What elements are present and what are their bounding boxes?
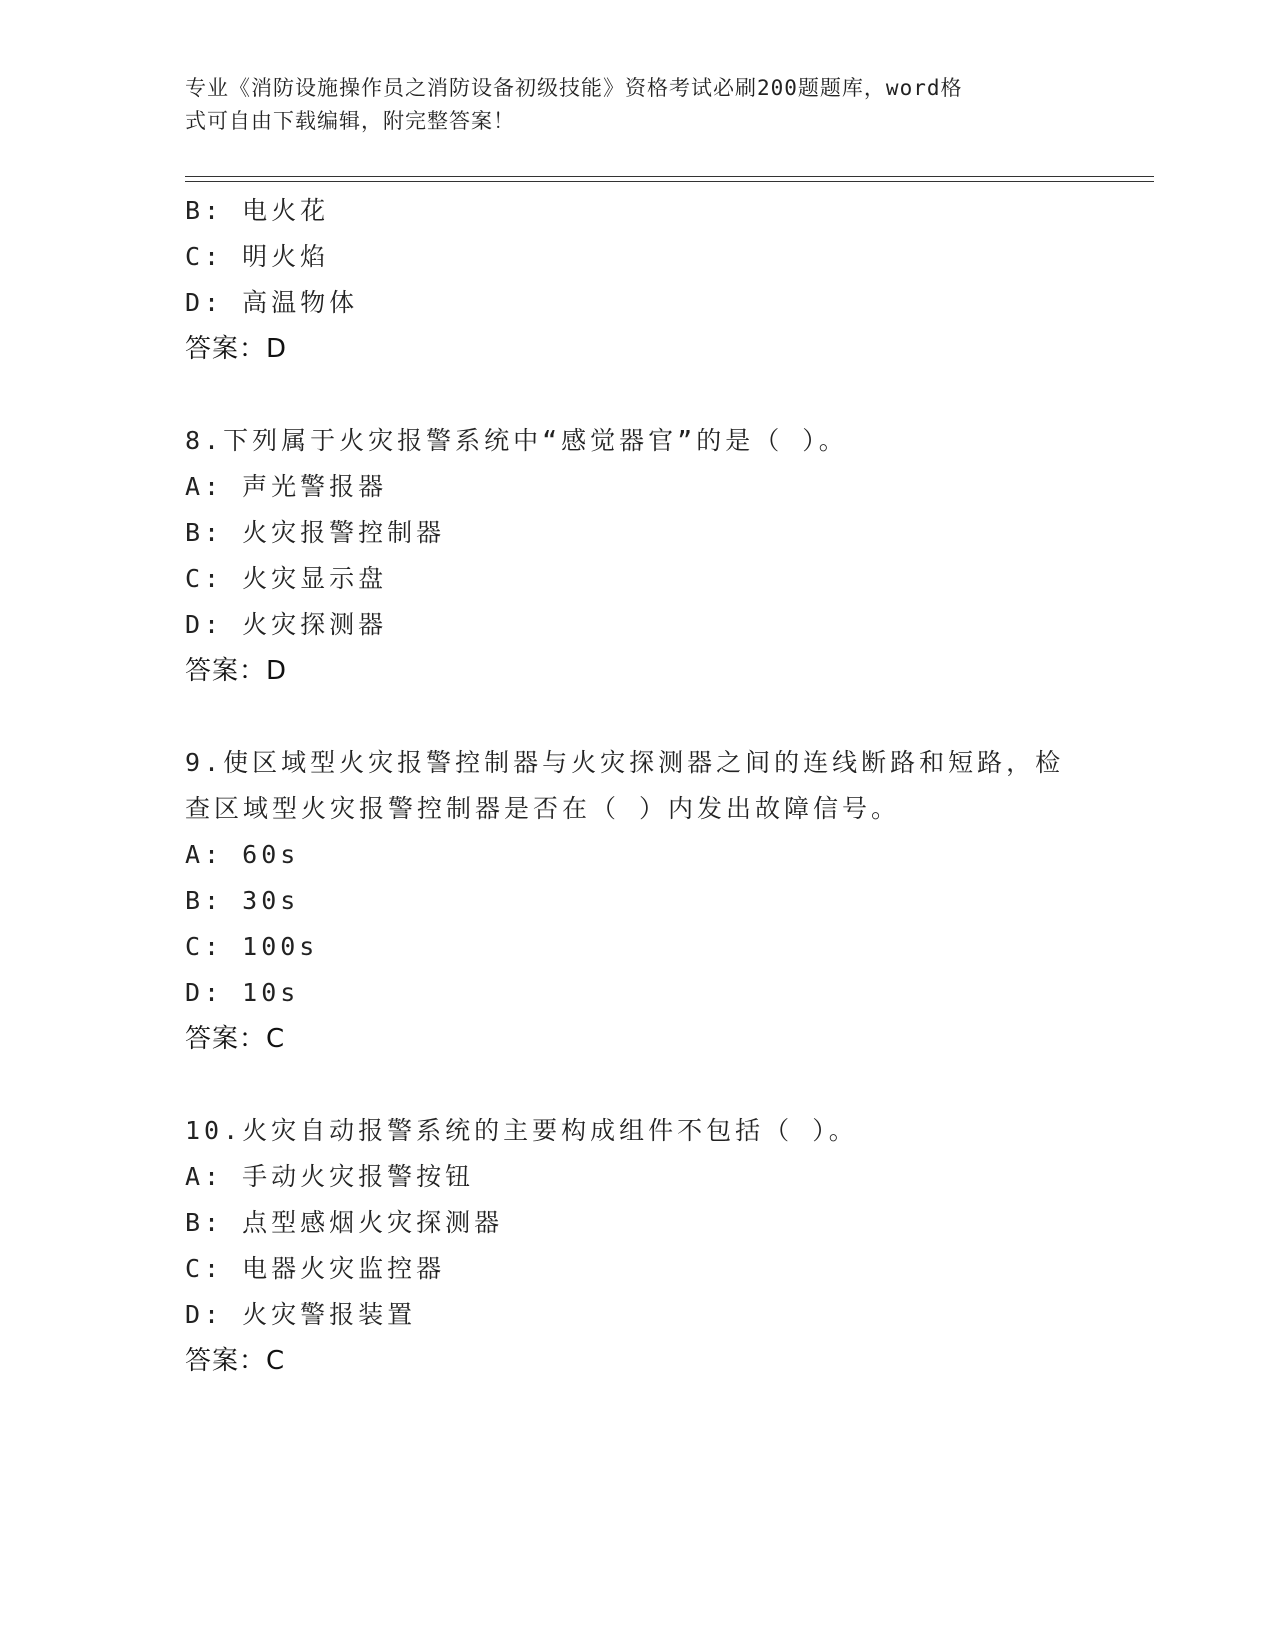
question-text-line-1: 9.使区域型火灾报警控制器与火灾探测器之间的连线断路和短路，检 bbox=[185, 748, 1065, 777]
option-b: B: 电火花 bbox=[185, 196, 330, 225]
answer: 答案：C bbox=[185, 1346, 286, 1376]
option-d: D: 火灾警报装置 bbox=[185, 1300, 417, 1329]
header-line-2: 式可自由下载编辑，附完整答案！ bbox=[185, 109, 515, 133]
question-7-tail bbox=[185, 188, 1085, 372]
question-8 bbox=[185, 418, 1085, 694]
option-c: C: 100s bbox=[185, 932, 319, 961]
question-9 bbox=[185, 740, 1085, 1062]
spacer bbox=[185, 1062, 1085, 1108]
header-divider-bottom bbox=[185, 181, 1154, 182]
answer: 答案：D bbox=[185, 656, 288, 686]
option-c: C: 火灾显示盘 bbox=[185, 564, 388, 593]
option-a: A: 手动火灾报警按钮 bbox=[185, 1162, 475, 1191]
option-d: D: 10s bbox=[185, 978, 300, 1007]
option-a: A: 60s bbox=[185, 840, 300, 869]
option-d: D: 高温物体 bbox=[185, 288, 359, 317]
question-10 bbox=[185, 1108, 1085, 1384]
option-a: A: 声光警报器 bbox=[185, 472, 388, 501]
question-text-line-2: 查区域型火灾报警控制器是否在（ ）内发出故障信号。 bbox=[185, 794, 901, 823]
header-line-1: 专业《消防设施操作员之消防设备初级技能》资格考试必刷200题题库，word格 bbox=[185, 76, 963, 100]
option-b: B: 30s bbox=[185, 886, 300, 915]
option-c: C: 明火焰 bbox=[185, 242, 330, 271]
question-text: 10.火灾自动报警系统的主要构成组件不包括（ ）。 bbox=[185, 1116, 858, 1145]
answer: 答案：D bbox=[185, 334, 288, 364]
answer: 答案：C bbox=[185, 1024, 286, 1054]
option-d: D: 火灾探测器 bbox=[185, 610, 388, 639]
option-c: C: 电器火灾监控器 bbox=[185, 1254, 446, 1283]
question-text: 8.下列属于火灾报警系统中“感觉器官”的是（ ）。 bbox=[185, 426, 848, 455]
spacer bbox=[185, 372, 1085, 418]
option-b: B: 点型感烟火灾探测器 bbox=[185, 1208, 504, 1237]
spacer bbox=[185, 694, 1085, 740]
option-b: B: 火灾报警控制器 bbox=[185, 518, 446, 547]
header-divider-top bbox=[185, 176, 1154, 177]
document-header bbox=[185, 72, 1065, 138]
question-list bbox=[185, 188, 1085, 1384]
